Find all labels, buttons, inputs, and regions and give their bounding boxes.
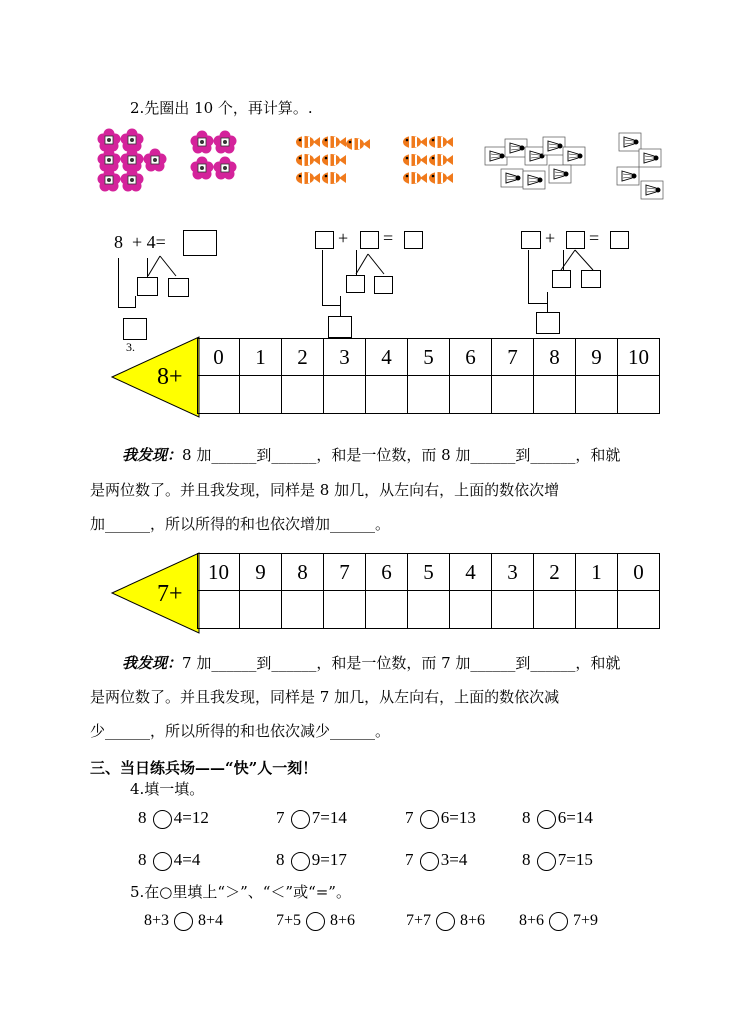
compare-expression xyxy=(276,912,355,931)
expression-right: 3=4 xyxy=(440,850,468,869)
table-answer-cell[interactable] xyxy=(282,591,324,629)
clownfish-icon xyxy=(322,172,346,184)
expression-left: 8 xyxy=(276,850,285,869)
shuttlecock-icon xyxy=(617,167,639,185)
eq3-plus: + xyxy=(545,228,556,248)
table-number-cell: 0 xyxy=(198,339,240,376)
compare-right: 8+4 xyxy=(198,912,224,930)
clownfish-icon xyxy=(429,136,453,148)
expression-right: 6=14 xyxy=(557,808,593,827)
expression-left: 8 xyxy=(522,850,531,869)
expression-right: 4=12 xyxy=(173,808,209,827)
clownfish-icon xyxy=(296,172,320,184)
eq3-equals: = xyxy=(589,228,600,248)
table-answer-cell[interactable] xyxy=(198,376,240,414)
eq2-box-c[interactable] xyxy=(404,231,423,249)
eq2-box-b[interactable] xyxy=(360,231,379,249)
expression-right: 4=4 xyxy=(173,850,201,869)
shuttlecock-icon xyxy=(563,147,585,165)
operator-circle[interactable] xyxy=(291,810,310,829)
table-number-cell: 9 xyxy=(240,554,282,591)
operator-circle[interactable] xyxy=(420,810,439,829)
flower-icon xyxy=(98,149,121,172)
split-box-2b[interactable] xyxy=(374,276,393,294)
eq3-box-b[interactable] xyxy=(566,231,585,249)
table-answer-cell[interactable] xyxy=(240,591,282,629)
table-number-cell: 4 xyxy=(366,339,408,376)
eq2-plus: + xyxy=(338,228,349,248)
q5-title: 5.在○里填上“＞”、“＜”或“=”。 xyxy=(130,883,351,901)
shuttlecock-icon xyxy=(549,165,571,183)
table-number-cell: 10 xyxy=(198,554,240,591)
finding-1-line-2: 是两位数了。并且我发现，同样是 8 加几，从左向右，上面的数依次增 xyxy=(90,481,560,499)
fill-circle-expression xyxy=(405,850,467,871)
expression-left: 8 xyxy=(138,850,147,869)
shuttlecock-group-1 xyxy=(482,134,592,196)
fill-circle-expression xyxy=(138,850,200,871)
compare-expression xyxy=(144,912,223,931)
table-answer-cell[interactable] xyxy=(240,376,282,414)
table-number-cell: 4 xyxy=(450,554,492,591)
clownfish-icon xyxy=(346,138,370,150)
operator-circle[interactable] xyxy=(153,810,172,829)
fill-circle-expression xyxy=(276,808,347,829)
expression-left: 8 xyxy=(138,808,147,827)
compare-right: 8+6 xyxy=(460,912,486,930)
clownfish-icon xyxy=(322,154,346,166)
compare-circle[interactable] xyxy=(549,912,568,931)
answer-box-1[interactable] xyxy=(183,230,217,256)
operator-circle[interactable] xyxy=(420,852,439,871)
q2-title: 2.先圈出 10 个，再计算。. xyxy=(130,99,313,117)
split-box-2a[interactable] xyxy=(346,275,365,293)
table-answer-cell[interactable] xyxy=(324,376,366,414)
q3-label: 3. xyxy=(126,340,135,354)
table-answer-cell[interactable] xyxy=(408,376,450,414)
fill-circle-expression xyxy=(405,808,476,829)
table-number-cell: 2 xyxy=(282,339,324,376)
fish-group-1 xyxy=(293,132,373,192)
table-number-cell: 1 xyxy=(576,554,618,591)
table-number-cell: 3 xyxy=(324,339,366,376)
clownfish-icon xyxy=(429,172,453,184)
table-answer-cell[interactable] xyxy=(618,591,660,629)
clownfish-icon xyxy=(296,154,320,166)
shuttlecock-icon xyxy=(619,133,641,151)
shuttlecock-group-2 xyxy=(610,128,670,206)
finding-2-line-1: 我发现：7 加______到______，和是一位数，而 7 加______到______，和就 xyxy=(122,654,621,672)
table-answer-cell[interactable] xyxy=(618,376,660,414)
table-number-cell: 8 xyxy=(534,339,576,376)
eq2-box-a[interactable] xyxy=(315,231,334,249)
expression-right: 9=17 xyxy=(311,850,347,869)
clownfish-icon xyxy=(296,136,320,148)
finding-1-line-3: 加______，所以所得的和也依次增加______。 xyxy=(90,515,391,533)
section-3-title: 三、当日练兵场——“快”人一刻！ xyxy=(90,759,318,777)
sum-box-3[interactable] xyxy=(536,312,560,334)
operator-circle[interactable] xyxy=(537,852,556,871)
flower-icon xyxy=(121,129,144,152)
compare-right: 7+9 xyxy=(573,912,599,930)
shuttlecock-icon xyxy=(485,147,507,165)
flower-group-2 xyxy=(190,130,242,184)
fish-group-2 xyxy=(400,132,460,192)
split-box-3b[interactable] xyxy=(581,270,601,288)
clownfish-icon xyxy=(403,172,427,184)
shuttlecock-icon xyxy=(639,149,661,167)
flower-icon xyxy=(191,157,214,180)
table-answer-cell[interactable] xyxy=(450,376,492,414)
table-answer-cell[interactable] xyxy=(198,591,240,629)
clownfish-icon xyxy=(403,136,427,148)
arrow-7-plus xyxy=(112,553,200,633)
table-answer-cell[interactable] xyxy=(282,376,324,414)
table-answer-cell[interactable] xyxy=(324,591,366,629)
table-number-cell: 1 xyxy=(240,339,282,376)
finding-2-line-3: 少______，所以所得的和也依次减少______。 xyxy=(90,722,391,740)
shuttlecock-icon xyxy=(505,139,527,157)
compare-left: 7+5 xyxy=(276,912,302,930)
table-number-cell: 7 xyxy=(324,554,366,591)
eq3-box-c[interactable] xyxy=(610,231,629,249)
table-answer-cell[interactable] xyxy=(408,591,450,629)
sum-box-2[interactable] xyxy=(328,316,352,338)
shuttlecock-icon xyxy=(523,171,545,189)
compare-circle[interactable] xyxy=(436,912,455,931)
operator-circle[interactable] xyxy=(291,852,310,871)
table-answer-cell[interactable] xyxy=(576,591,618,629)
clownfish-icon xyxy=(403,154,427,166)
addition-table-7 xyxy=(197,553,660,629)
compare-left: 8+3 xyxy=(144,912,170,930)
table-answer-cell[interactable] xyxy=(366,376,408,414)
flower-icon xyxy=(191,131,214,154)
flower-group-1 xyxy=(97,128,167,192)
compare-expression xyxy=(406,912,485,931)
expression-right: 7=15 xyxy=(557,850,593,869)
split-box-1b[interactable] xyxy=(168,278,189,297)
table-number-cell: 5 xyxy=(408,339,450,376)
compare-expression xyxy=(519,912,598,931)
expression-right: 7=14 xyxy=(311,808,347,827)
table-number-cell: 6 xyxy=(450,339,492,376)
table-answer-cell[interactable] xyxy=(534,591,576,629)
table-number-cell: 8 xyxy=(282,554,324,591)
finding-2-line-2: 是两位数了。并且我发现，同样是 7 加几，从左向右，上面的数依次减 xyxy=(90,688,560,706)
table-answer-cell[interactable] xyxy=(576,376,618,414)
compare-right: 8+6 xyxy=(330,912,356,930)
compare-left: 8+6 xyxy=(519,912,545,930)
fill-circle-expression xyxy=(276,850,347,871)
split-box-1a[interactable] xyxy=(137,277,158,296)
shuttlecock-icon xyxy=(641,181,663,199)
clownfish-icon xyxy=(429,154,453,166)
flower-icon xyxy=(144,149,167,172)
table-answer-cell[interactable] xyxy=(534,376,576,414)
table-answer-cell[interactable] xyxy=(492,591,534,629)
operator-circle[interactable] xyxy=(537,810,556,829)
flower-icon xyxy=(121,169,144,192)
arrow-7-plus-label: 7+ xyxy=(157,581,183,607)
table-answer-cell[interactable] xyxy=(492,376,534,414)
table-number-cell: 5 xyxy=(408,554,450,591)
eq3-box-a[interactable] xyxy=(521,231,541,249)
table-number-cell: 3 xyxy=(492,554,534,591)
compare-circle[interactable] xyxy=(306,912,325,931)
compare-left: 7+7 xyxy=(406,912,432,930)
clownfish-icon xyxy=(322,136,346,148)
fill-circle-expression xyxy=(522,808,593,829)
split-box-3a[interactable] xyxy=(552,270,571,288)
equation-1-text: 8 + 4= xyxy=(114,232,166,252)
expression-left: 7 xyxy=(405,808,414,827)
finding-1-line-1: 我发现：8 加______到______，和是一位数，而 8 加______到______，和就 xyxy=(122,446,621,464)
fill-circle-expression xyxy=(138,808,209,829)
table-number-cell: 6 xyxy=(366,554,408,591)
expression-left: 7 xyxy=(405,850,414,869)
flower-icon xyxy=(98,169,121,192)
table-number-cell: 9 xyxy=(576,339,618,376)
flower-icon xyxy=(214,157,237,180)
table-number-cell: 2 xyxy=(534,554,576,591)
fill-circle-expression xyxy=(522,850,593,871)
flower-icon xyxy=(214,131,237,154)
q4-title: 4.填一填。 xyxy=(130,780,205,798)
compare-circle[interactable] xyxy=(174,912,193,931)
table-number-cell: 0 xyxy=(618,554,660,591)
addition-table-8 xyxy=(197,338,660,414)
arrow-8-plus-label: 8+ xyxy=(157,364,183,390)
flower-icon xyxy=(98,129,121,152)
table-number-cell: 7 xyxy=(492,339,534,376)
table-answer-cell[interactable] xyxy=(366,591,408,629)
table-number-cell: 10 xyxy=(618,339,660,376)
expression-right: 6=13 xyxy=(440,808,476,827)
expression-left: 8 xyxy=(522,808,531,827)
expression-left: 7 xyxy=(276,808,285,827)
arrow-8-plus xyxy=(112,337,200,417)
shuttlecock-icon xyxy=(501,169,523,187)
shuttlecock-icon xyxy=(543,137,565,155)
table-answer-cell[interactable] xyxy=(450,591,492,629)
flower-icon xyxy=(121,149,144,172)
operator-circle[interactable] xyxy=(153,852,172,871)
eq2-equals: = xyxy=(383,228,394,248)
